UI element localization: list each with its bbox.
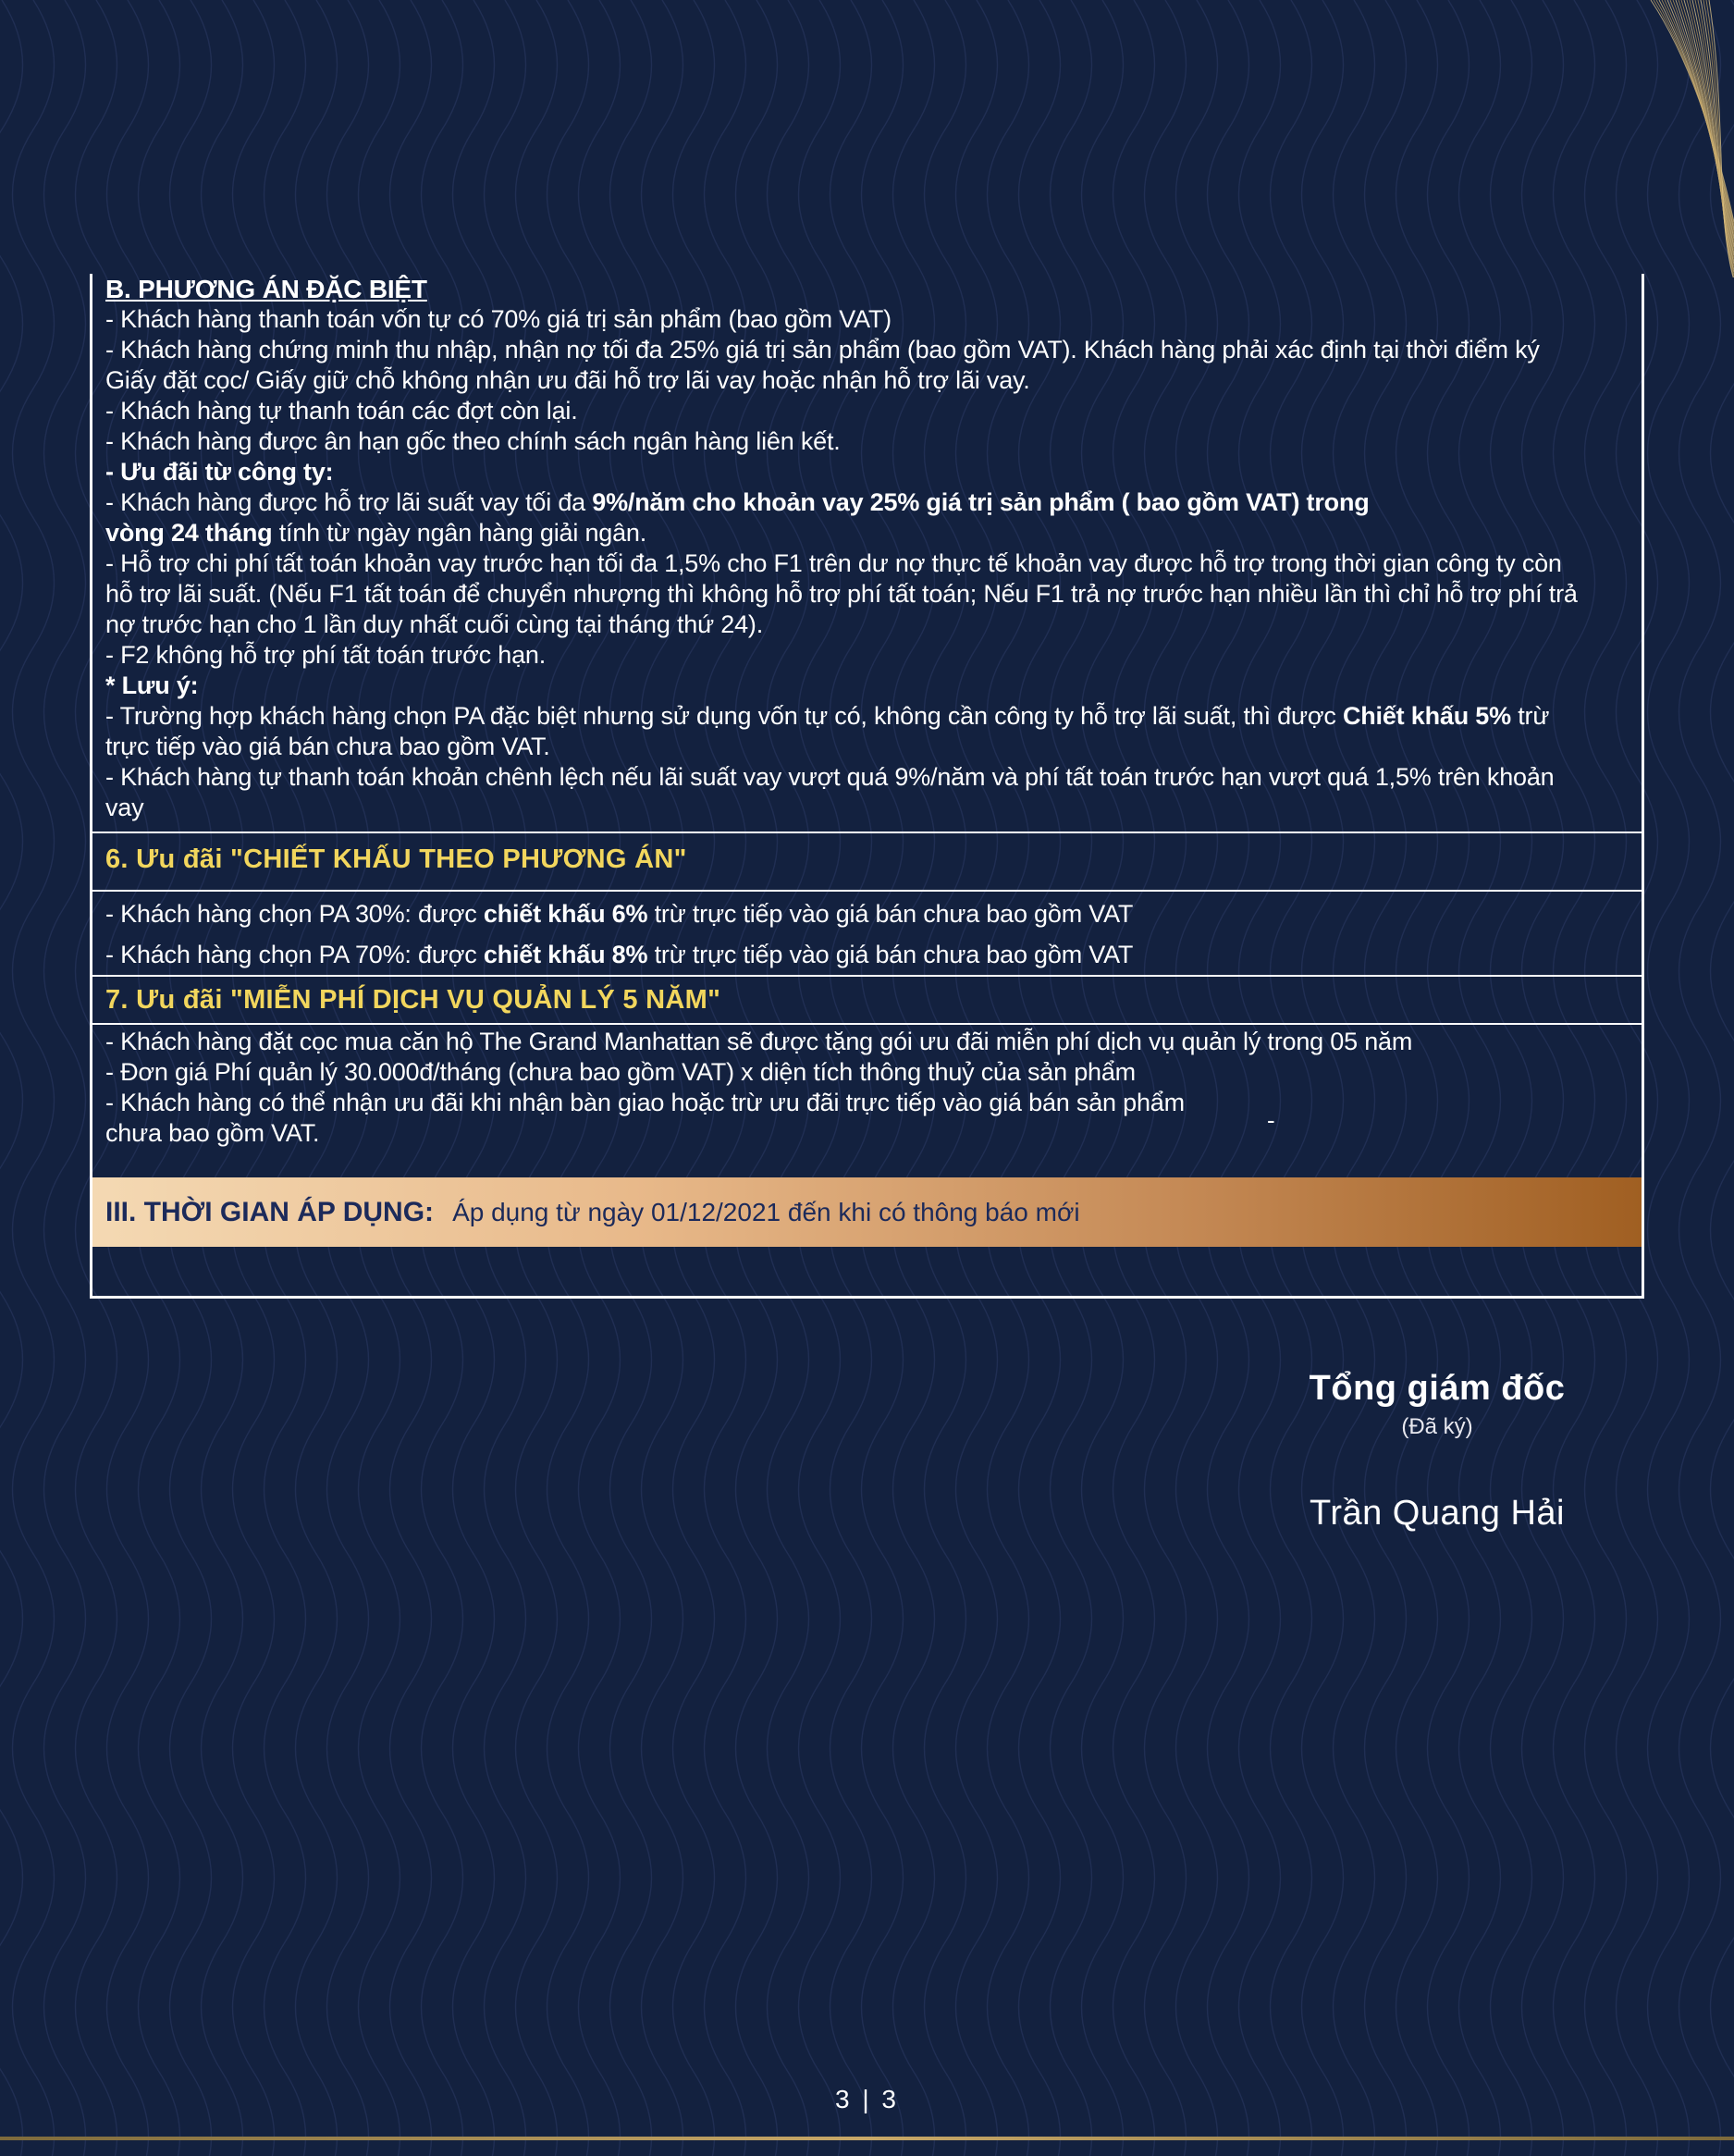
interest-highlight: 9%/năm cho khoản vay 25% giá trị sản phẩm ( bao gồm VAT) trong [592,488,1370,516]
signer-title: Tổng giám đốc [1309,1369,1566,1408]
content-frame [90,274,1644,1299]
divider [92,832,1642,833]
interest-duration: vòng 24 tháng [105,519,273,547]
discount-text: trừ trực tiếp vào giá bán chưa bao gồm VAT [647,900,1134,928]
discount-row [105,934,1629,975]
company-offer-heading: - Ưu đãi từ công ty: [105,458,334,486]
discount-text: trừ trực tiếp vào giá bán chưa bao gồm VAT [647,941,1134,968]
section-b-title: B. PHƯƠNG ÁN ĐẶC BIỆT [105,275,427,303]
application-time-label: III. THỜI GIAN ÁP DỤNG: [105,1196,435,1227]
note-line: - Khách hàng tự thanh toán khoản chênh lệch nếu lãi suất vay vượt quá 9%/năm và phí tất toán trước hạn vượt quá 1,5% trên khoản [105,763,1555,791]
divider [92,1023,1642,1025]
discount-text: - Khách hàng chọn PA 30%: được [105,900,484,928]
interest-text: - Khách hàng được hỗ trợ lãi suất vay tối đa [105,488,593,516]
discount-row [105,893,1629,934]
interest-support-line [105,518,1629,548]
management-line: - Khách hàng có thể nhận ưu đãi khi nhận bàn giao hoặc trừ ưu đãi trực tiếp vào giá bán sản phẩm [105,1089,1185,1116]
note-line: vay [105,794,144,821]
management-line: - Đơn giá Phí quản lý 30.000đ/tháng (chưa bao gồm VAT) x diện tích thông thuỷ của sản phẩm [105,1058,1136,1086]
section-6-rows [92,893,1642,975]
section-b-line: - Khách hàng được ân hạn gốc theo chính sách ngân hàng liên kết. [105,427,841,455]
settlement-line: nợ trước hạn cho 1 lần duy nhất cuối cùng tại tháng thứ 24). [105,610,764,638]
section-7 [92,979,1642,1020]
corner-gold-lines [1253,0,1734,277]
divider [92,890,1642,892]
signer-name: Trần Quang Hải [1310,1494,1565,1533]
application-time-band [92,1177,1642,1247]
section-b-line: - Khách hàng chứng minh thu nhập, nhận nợ tối đa 25% giá trị sản phẩm (bao gồm VAT). Khách hàng phải xác định tại thời điểm ký [105,336,1540,363]
note-heading: * Lưu ý: [105,671,199,699]
note-line [105,701,1629,732]
section-b-line: Giấy đặt cọc/ Giấy giữ chỗ không nhận ưu đãi hỗ trợ lãi vay hoặc nhận hỗ trợ lãi vay. [105,366,1030,394]
bottom-gold-rule [0,2137,1734,2140]
section-7-heading: 7. Ưu đãi "MIỄN PHÍ DỊCH VỤ QUẢN LÝ 5 NĂM" [105,985,721,1015]
section-b [92,274,1642,823]
section-b-line: - Khách hàng thanh toán vốn tự có 70% giá trị sản phẩm (bao gồm VAT) [105,305,892,333]
discount-value: chiết khấu 6% [483,900,648,928]
divider [92,975,1642,977]
discount-text: - Khách hàng chọn PA 70%: được [105,941,484,968]
discount-value: chiết khấu 8% [483,941,648,968]
settlement-line: hỗ trợ lãi suất. (Nếu F1 tất toán để chuyển nhượng thì không hỗ trợ phí tất toán; Nếu F1 trả nợ trước hạn nhiều lần thì chỉ hỗ trợ phí trả [105,580,1578,608]
section-6 [92,839,1642,880]
signed-note: (Đã ký) [1401,1414,1473,1439]
settlement-line: - Hỗ trợ chi phí tất toán khoản vay trước hạn tối đa 1,5% cho F1 trên dư nợ thực tế khoản vay được hỗ trợ trong thời gian công ty còn [105,549,1562,577]
signature-block [1202,1369,1672,1534]
section-7-body [92,1027,1642,1149]
interest-text: tính từ ngày ngân hàng giải ngân. [272,519,647,547]
note-text: - Trường hợp khách hàng chọn PA đặc biệt nhưng sử dụng vốn tự có, không cần công ty hỗ trợ lãi suất, thì được [105,702,1343,730]
settlement-line: - F2 không hỗ trợ phí tất toán trước hạn. [105,641,547,669]
interest-support-line [105,487,1629,518]
note-text: trừ [1510,702,1550,730]
management-line: chưa bao gồm VAT. [105,1119,320,1147]
section-b-line: - Khách hàng tự thanh toán các đợt còn lại. [105,397,578,425]
application-time-value: Áp dụng từ ngày 01/12/2021 đến khi có thông báo mới [452,1197,1080,1226]
discount-highlight: Chiết khấu 5% [1342,702,1511,730]
note-line: trực tiếp vào giá bán chưa bao gồm VAT. [105,733,550,760]
page-number: 3 | 3 [835,2085,899,2113]
stray-dash: - [1267,1106,1275,1134]
management-line: - Khách hàng đặt cọc mua căn hộ The Grand Manhattan sẽ được tặng gói ưu đãi miễn phí dịch vụ quản lý trong 05 năm [105,1028,1413,1055]
section-6-heading: 6. Ưu đãi "CHIẾT KHẤU THEO PHƯƠNG ÁN" [105,844,687,874]
